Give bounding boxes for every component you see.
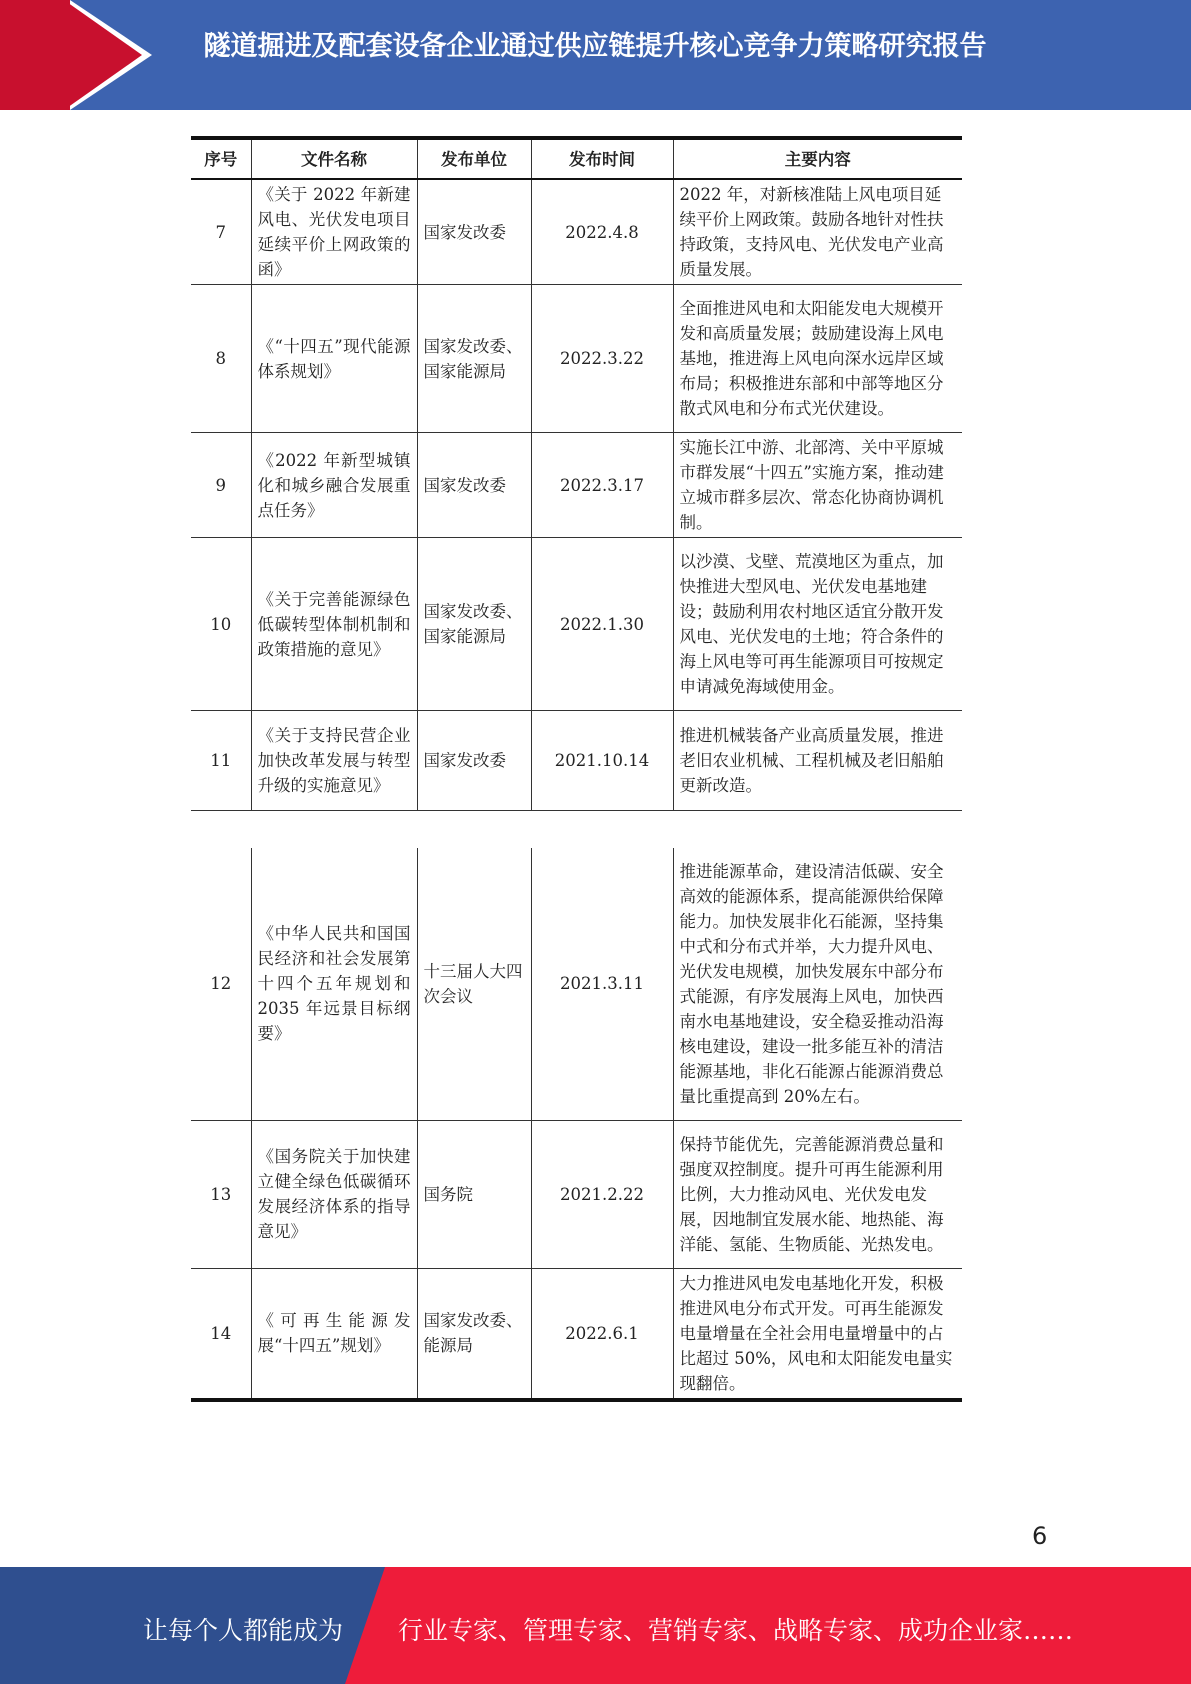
col-header-date: 发布时间	[531, 138, 673, 179]
row-name: 《关于 2022 年新建风电、光伏发电项目延续平价上网政策的函》	[251, 179, 417, 285]
page-footer	[0, 1567, 1191, 1684]
header-red-chevron	[64, 0, 142, 110]
report-title: 隧道掘进及配套设备企业通过供应链提升核心竞争力策略研究报告	[203, 31, 987, 62]
table-header-row	[191, 138, 962, 179]
table-row	[191, 285, 962, 433]
row-name: 《国务院关于加快建立健全绿色低碳循环发展经济体系的指导意见》	[251, 1120, 417, 1268]
row-no: 7	[191, 179, 251, 285]
row-no: 9	[191, 433, 251, 538]
row-date: 2021.2.22	[531, 1120, 673, 1268]
row-name: 《关于支持民营企业加快改革发展与转型升级的实施意见》	[251, 711, 417, 811]
row-content: 实施长江中游、北部湾、关中平原城市群发展“十四五”实施方案，推动建立城市群多层次、常态化协商协调机制。	[673, 433, 962, 538]
footer-slogan-right: 行业专家、管理专家、营销专家、战略专家、成功企业家……	[398, 1616, 1074, 1645]
row-no: 12	[191, 848, 251, 1120]
table-row	[191, 538, 962, 711]
row-content: 以沙漠、戈壁、荒漠地区为重点，加快推进大型风电、光伏发电基地建设；鼓励利用农村地区适宜分散开发风电、光伏发电的土地；符合条件的海上风电等可再生能源项目可按规定申请减免海域使用金。	[673, 538, 962, 711]
col-header-name: 文件名称	[251, 138, 417, 179]
row-name: 《中华人民共和国国民经济和社会发展第十四个五年规划和 2035 年远景目标纲要》	[251, 848, 417, 1120]
row-date: 2022.6.1	[531, 1268, 673, 1400]
col-header-no: 序号	[191, 138, 251, 179]
row-no: 10	[191, 538, 251, 711]
row-name: 《可再生能源发展“十四五”规划》	[251, 1268, 417, 1400]
col-header-publisher: 发布单位	[417, 138, 531, 179]
row-content: 推进能源革命，建设清洁低碳、安全高效的能源体系，提高能源供给保障能力。加快发展非化石能源，坚持集中式和分布式并举，大力提升风电、光伏发电规模，加快发展东中部分布式能源，有序发展海上风电，加快西南水电基地建设，安全稳妥推动沿海核电建设，建设一批多能互补的清洁能源基地，非化石能源占能源消费总量比重提高到 20%左右。	[673, 848, 962, 1120]
table-row	[191, 1268, 962, 1400]
table-row	[191, 179, 962, 285]
row-content: 全面推进风电和太阳能发电大规模开发和高质量发展；鼓励建设海上风电基地，推进海上风电向深水远岸区域布局；积极推进东部和中部等地区分散式风电和分布式光伏建设。	[673, 285, 962, 433]
table-row	[191, 848, 962, 1120]
row-date: 2022.3.22	[531, 285, 673, 433]
row-name: 《“十四五”现代能源体系规划》	[251, 285, 417, 433]
row-content: 推进机械装备产业高质量发展，推进老旧农业机械、工程机械及老旧船舶更新改造。	[673, 711, 962, 811]
row-content: 保持节能优先，完善能源消费总量和强度双控制度。提升可再生能源利用比例，大力推动风电、光伏发电发展，因地制宜发展水能、地热能、海洋能、氢能、生物质能、光热发电。	[673, 1120, 962, 1268]
row-publisher: 国家发改委	[417, 179, 531, 285]
row-name: 《关于完善能源绿色低碳转型体制机制和政策措施的意见》	[251, 538, 417, 711]
row-date: 2022.3.17	[531, 433, 673, 538]
footer-slogan-left: 让每个人都能成为	[143, 1616, 344, 1645]
table-row	[191, 711, 962, 811]
row-date: 2022.1.30	[531, 538, 673, 711]
footer-slant-divider	[345, 1567, 385, 1684]
page-number: 6	[1032, 1522, 1048, 1550]
table-row	[191, 1120, 962, 1268]
row-publisher: 国家发改委	[417, 711, 531, 811]
row-publisher: 国家发改委、能源局	[417, 1268, 531, 1400]
row-no: 14	[191, 1268, 251, 1400]
row-content: 2022 年，对新核准陆上风电项目延续平价上网政策。鼓励各地针对性扶持政策，支持风电、光伏发电产业高质量发展。	[673, 179, 962, 285]
row-date: 2022.4.8	[531, 179, 673, 285]
row-content: 大力推进风电发电基地化开发，积极推进风电分布式开发。可再生能源发电量增量在全社会用电量增量中的占比超过 50%，风电和太阳能发电量实现翻倍。	[673, 1268, 962, 1400]
row-publisher: 国家发改委、国家能源局	[417, 538, 531, 711]
row-publisher: 国家发改委、国家能源局	[417, 285, 531, 433]
header-red-block	[0, 0, 70, 110]
row-no: 8	[191, 285, 251, 433]
row-date: 2021.3.11	[531, 848, 673, 1120]
row-publisher: 国务院	[417, 1120, 531, 1268]
row-publisher: 十三届人大四次会议	[417, 848, 531, 1120]
row-publisher: 国家发改委	[417, 433, 531, 538]
policy-table-bottom	[191, 848, 962, 1402]
col-header-content: 主要内容	[673, 138, 962, 179]
row-no: 11	[191, 711, 251, 811]
row-date: 2021.10.14	[531, 711, 673, 811]
row-no: 13	[191, 1120, 251, 1268]
table-row	[191, 433, 962, 538]
policy-table-top	[191, 136, 962, 811]
page-header	[0, 0, 1191, 110]
row-name: 《2022 年新型城镇化和城乡融合发展重点任务》	[251, 433, 417, 538]
